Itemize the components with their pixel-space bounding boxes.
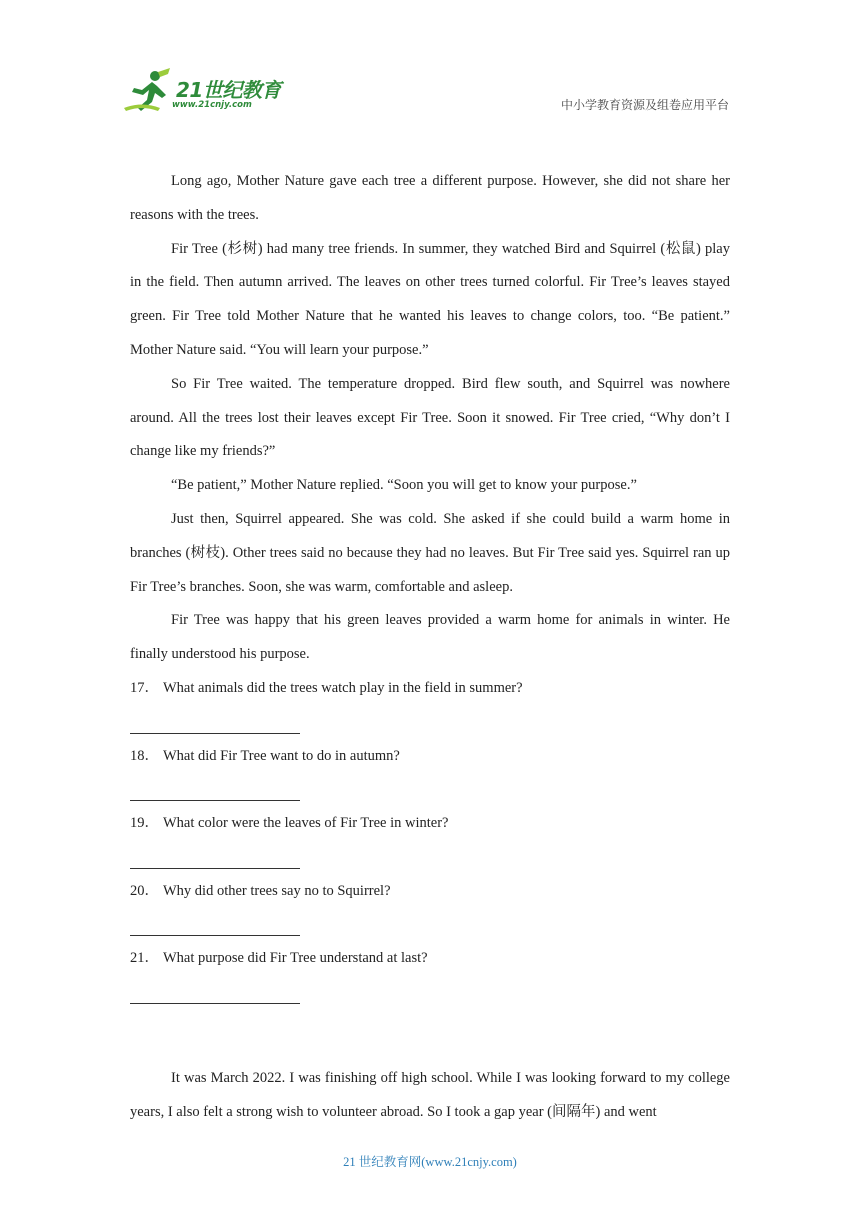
question-text: Why did other trees say no to Squirrel? xyxy=(163,882,391,899)
answer-blank-17[interactable] xyxy=(130,706,300,740)
document-body xyxy=(130,165,730,1130)
answer-blank-19[interactable] xyxy=(130,841,300,875)
passage-paragraph: So Fir Tree waited. The temperature dropped. Bird flew south, and Squirrel was nowhere around. All the trees lost their leaves except Fir Tree. Soon it snowed. Fir Tree cried, “Why don’t I change like my friends?” xyxy=(130,375,730,460)
logo-url: www.21cnjy.com xyxy=(172,100,252,110)
question-number: 17． xyxy=(130,679,159,696)
next-passage-paragraph: It was March 2022. I was finishing off high school. While I was looking forward to my college years, I also felt a strong wish to volunteer abroad. So I took a gap year (间隔年) and went xyxy=(130,1069,730,1120)
question-number: 21． xyxy=(130,950,159,967)
question-text: What animals did the trees watch play in the field in summer? xyxy=(163,679,523,696)
question-number: 19． xyxy=(130,815,159,832)
question-18 xyxy=(130,740,730,774)
answer-blank-20[interactable] xyxy=(130,909,300,943)
passage-paragraph: Just then, Squirrel appeared. She was cold. She asked if she could build a warm home in branches (树枝). Other trees said no because they had no leaves. But Fir Tree said yes. Squirrel ran up Fir Tree’s branches. Soon, she was warm, comfortable and asleep. xyxy=(130,510,730,595)
question-20 xyxy=(130,875,730,909)
runner-logo-icon xyxy=(122,68,174,114)
question-number: 20． xyxy=(130,882,159,899)
question-number: 18． xyxy=(130,747,159,764)
answer-blank-21[interactable] xyxy=(130,976,300,1010)
passage-paragraph: Fir Tree (杉树) had many tree friends. In summer, they watched Bird and Squirrel (松鼠) play in the field. Then autumn arrived. The leaves on other trees turned colorful. Fir Tree’s leaves stayed green. Fir Tree told Mother Nature that he wanted his leaves to change colors, too. “Be patient.” Mother Nature said. “You will learn your purpose.” xyxy=(130,240,730,358)
question-19 xyxy=(130,807,730,841)
question-text: What did Fir Tree want to do in autumn? xyxy=(163,747,400,764)
logo-text: 21世纪教育 xyxy=(176,78,281,102)
question-17 xyxy=(130,672,730,706)
answer-blank-18[interactable] xyxy=(130,773,300,807)
question-text: What purpose did Fir Tree understand at last? xyxy=(163,950,428,967)
page-footer: 21 世纪教育网(www.21cnjy.com) xyxy=(343,1155,517,1169)
header-platform-text: 中小学教育资源及组卷应用平台 xyxy=(560,98,729,112)
section-gap xyxy=(130,1010,730,1062)
passage-paragraph: “Be patient,” Mother Nature replied. “Soon you will get to know your purpose.” xyxy=(171,477,637,494)
question-text: What color were the leaves of Fir Tree in winter? xyxy=(163,815,449,832)
page-header xyxy=(0,0,860,130)
question-21 xyxy=(130,942,730,976)
passage-paragraph: Fir Tree was happy that his green leaves provided a warm home for animals in winter. He finally understood his purpose. xyxy=(130,612,730,663)
passage-paragraph: Long ago, Mother Nature gave each tree a different purpose. However, she did not share her reasons with the trees. xyxy=(130,173,730,223)
site-logo xyxy=(122,68,292,114)
